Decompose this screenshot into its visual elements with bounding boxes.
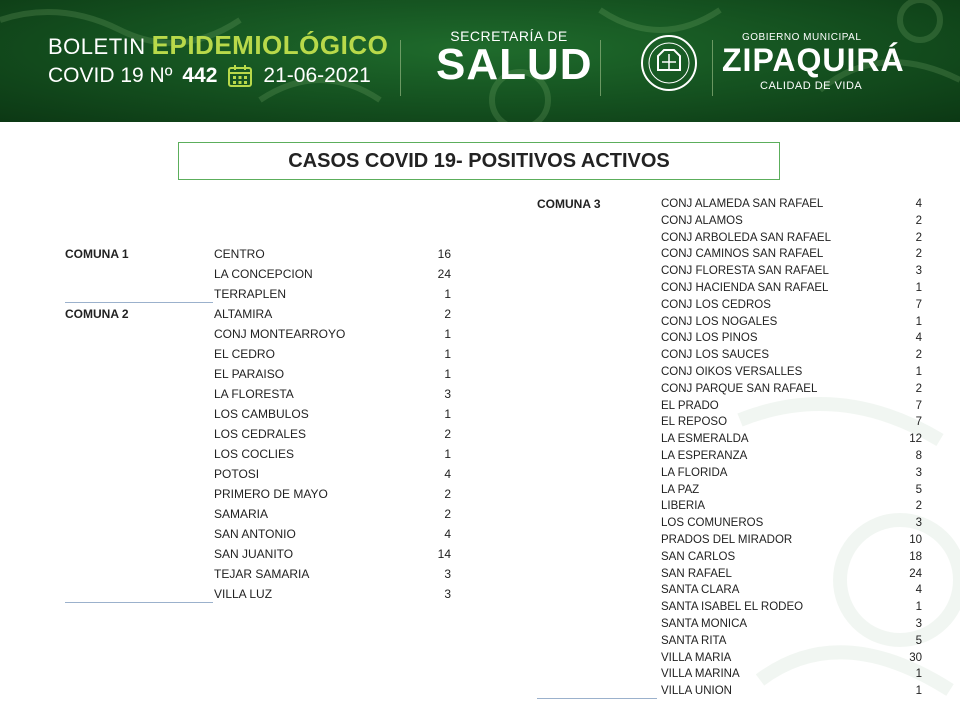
neighborhood-name: LIBERIA [661, 500, 706, 513]
neighborhood-name: EL PRADO [661, 399, 719, 412]
group-divider [65, 302, 213, 303]
neighborhood-name: VILLA LUZ [214, 587, 273, 601]
case-count: 3 [915, 618, 922, 630]
neighborhood-name: ALTAMIRA [214, 307, 273, 321]
bulletin-title-line [48, 30, 388, 61]
case-count: 4 [915, 332, 922, 345]
neighborhood-name: LA PAZ [661, 483, 700, 496]
header-divider [712, 40, 713, 96]
neighborhood-name: CONJ LOS PINOS [661, 332, 758, 345]
case-count: 2 [915, 214, 922, 227]
neighborhood-name: LA ESMERALDA [661, 433, 749, 446]
bulletin-date: 21-06-2021 [263, 64, 371, 87]
case-count: 3 [444, 587, 451, 601]
neighborhood-name: LA CONCEPCION [214, 267, 313, 281]
neighborhood-name: PRADOS DEL MIRADOR [661, 534, 793, 546]
neighborhood-name: SAN JUANITO [214, 547, 294, 561]
neighborhood-name: TEJAR SAMARIA [214, 567, 310, 581]
background-pattern [720, 380, 960, 720]
neighborhood-name: CONJ FLORESTA SAN RAFAEL [661, 265, 829, 278]
case-count: 1 [915, 685, 922, 698]
case-count: 2 [915, 349, 922, 362]
municipal-seal-icon [640, 34, 698, 92]
neighborhood-name: SANTA ISABEL EL RODEO [661, 601, 804, 614]
case-count: 1 [444, 407, 451, 421]
neighborhood-name: LOS CAMBULOS [214, 407, 309, 421]
case-count: 12 [909, 433, 922, 446]
neighborhood-name: CONJ ALAMEDA SAN RAFAEL [661, 198, 824, 210]
bulletin-title: EPIDEMIOLÓGICO [151, 30, 389, 60]
case-count: 2 [444, 487, 451, 501]
case-count: 1 [444, 347, 451, 361]
bulletin-prefix: BOLETIN [48, 34, 146, 59]
neighborhood-name: LOS CEDRALES [214, 427, 307, 441]
header-divider [600, 40, 601, 96]
case-count: 2 [915, 231, 922, 244]
gobierno-label: GOBIERNO MUNICIPAL [742, 32, 862, 43]
neighborhood-name: CONJ ALAMOS [661, 214, 743, 227]
case-count: 10 [909, 534, 922, 546]
neighborhood-name: VILLA MARIA [661, 651, 732, 664]
comuna-label: COMUNA 1 [65, 247, 129, 261]
case-count: 5 [915, 483, 922, 496]
case-count: 4 [444, 467, 451, 481]
case-count: 2 [915, 248, 922, 261]
case-count: 1 [444, 287, 451, 301]
neighborhood-name: CONJ OIKOS VERSALLES [661, 366, 803, 378]
neighborhood-name: PRIMERO DE MAYO [214, 487, 328, 501]
case-count: 4 [915, 584, 922, 597]
neighborhood-name: CONJ LOS SAUCES [661, 349, 769, 362]
city-slogan: CALIDAD DE VIDA [760, 80, 863, 92]
neighborhood-name: TERRAPLEN [214, 287, 287, 301]
city-name: ZIPAQUIRÁ [722, 42, 905, 78]
case-count: 1 [444, 367, 451, 381]
case-count: 1 [915, 668, 922, 681]
case-count: 3 [915, 466, 922, 479]
case-count: 1 [915, 282, 922, 294]
neighborhood-name: VILLA UNION [661, 685, 732, 698]
secretaria-label: SECRETARÍA DE [450, 28, 568, 44]
case-count: 4 [444, 527, 451, 541]
neighborhood-name: POTOSI [214, 467, 260, 481]
case-count: 3 [444, 387, 451, 401]
group-divider [537, 698, 657, 699]
case-count: 2 [444, 307, 451, 321]
neighborhood-name: CONJ HACIENDA SAN RAFAEL [661, 282, 829, 294]
case-count: 8 [915, 450, 922, 462]
comuna-label: COMUNA 3 [537, 197, 601, 211]
case-count: 1 [915, 366, 922, 378]
case-count: 7 [915, 399, 922, 412]
case-count: 24 [437, 267, 451, 281]
case-count: 1 [915, 315, 922, 328]
salud-label: SALUD [436, 40, 593, 89]
neighborhood-name: EL CEDRO [214, 347, 275, 361]
covid-label: COVID 19 Nº [48, 64, 173, 87]
case-count: 2 [915, 500, 922, 513]
case-count: 7 [915, 416, 922, 429]
case-count: 14 [437, 547, 451, 561]
neighborhood-name: SAMARIA [214, 507, 269, 521]
case-count: 7 [915, 298, 922, 311]
case-count: 3 [444, 567, 451, 581]
neighborhood-name: CONJ ARBOLEDA SAN RAFAEL [661, 231, 832, 244]
neighborhood-name: SAN CARLOS [661, 550, 736, 563]
case-count: 2 [444, 427, 451, 441]
calendar-icon [227, 64, 253, 88]
neighborhood-name: CONJ LOS NOGALES [661, 315, 778, 328]
neighborhood-name: CONJ CAMINOS SAN RAFAEL [661, 248, 824, 261]
case-count: 3 [915, 265, 922, 278]
neighborhood-name: CONJ LOS CEDROS [661, 298, 771, 311]
neighborhood-name: LA FLORIDA [661, 466, 728, 479]
case-count: 1 [444, 327, 451, 341]
bulletin-info-line [48, 64, 371, 88]
comuna-label: COMUNA 2 [65, 307, 129, 321]
case-count: 24 [909, 567, 922, 580]
case-count: 3 [915, 517, 922, 530]
group-divider [65, 602, 213, 603]
neighborhood-name: VILLA MARINA [661, 668, 740, 681]
neighborhood-name: LA FLORESTA [214, 387, 294, 401]
neighborhood-name: LOS COMUNEROS [661, 517, 764, 530]
neighborhood-name: SAN RAFAEL [661, 567, 732, 580]
table-title: CASOS COVID 19- POSITIVOS ACTIVOS [178, 142, 780, 180]
case-count: 2 [444, 507, 451, 521]
neighborhood-name: SANTA RITA [661, 634, 727, 647]
case-count: 2 [915, 382, 922, 395]
case-count: 4 [915, 198, 922, 210]
case-count: 1 [915, 601, 922, 614]
bulletin-number: 442 [182, 64, 218, 87]
header-divider [400, 40, 401, 96]
case-count: 5 [915, 634, 922, 647]
neighborhood-name: CONJ MONTEARROYO [214, 327, 346, 341]
neighborhood-name: LA ESPERANZA [661, 450, 748, 462]
case-count: 16 [437, 247, 451, 261]
case-count: 1 [444, 447, 451, 461]
neighborhood-name: CONJ PARQUE SAN RAFAEL [661, 382, 818, 395]
neighborhood-name: SANTA MONICA [661, 618, 748, 630]
case-count: 30 [909, 651, 922, 664]
neighborhood-name: EL PARAISO [214, 367, 285, 381]
neighborhood-name: LOS COCLIES [214, 447, 295, 461]
neighborhood-name: SANTA CLARA [661, 584, 740, 597]
neighborhood-name: CENTRO [214, 247, 265, 261]
neighborhood-name: EL REPOSO [661, 416, 728, 429]
bulletin-header [0, 0, 960, 122]
neighborhood-name: SAN ANTONIO [214, 527, 296, 541]
case-count: 18 [909, 550, 922, 563]
